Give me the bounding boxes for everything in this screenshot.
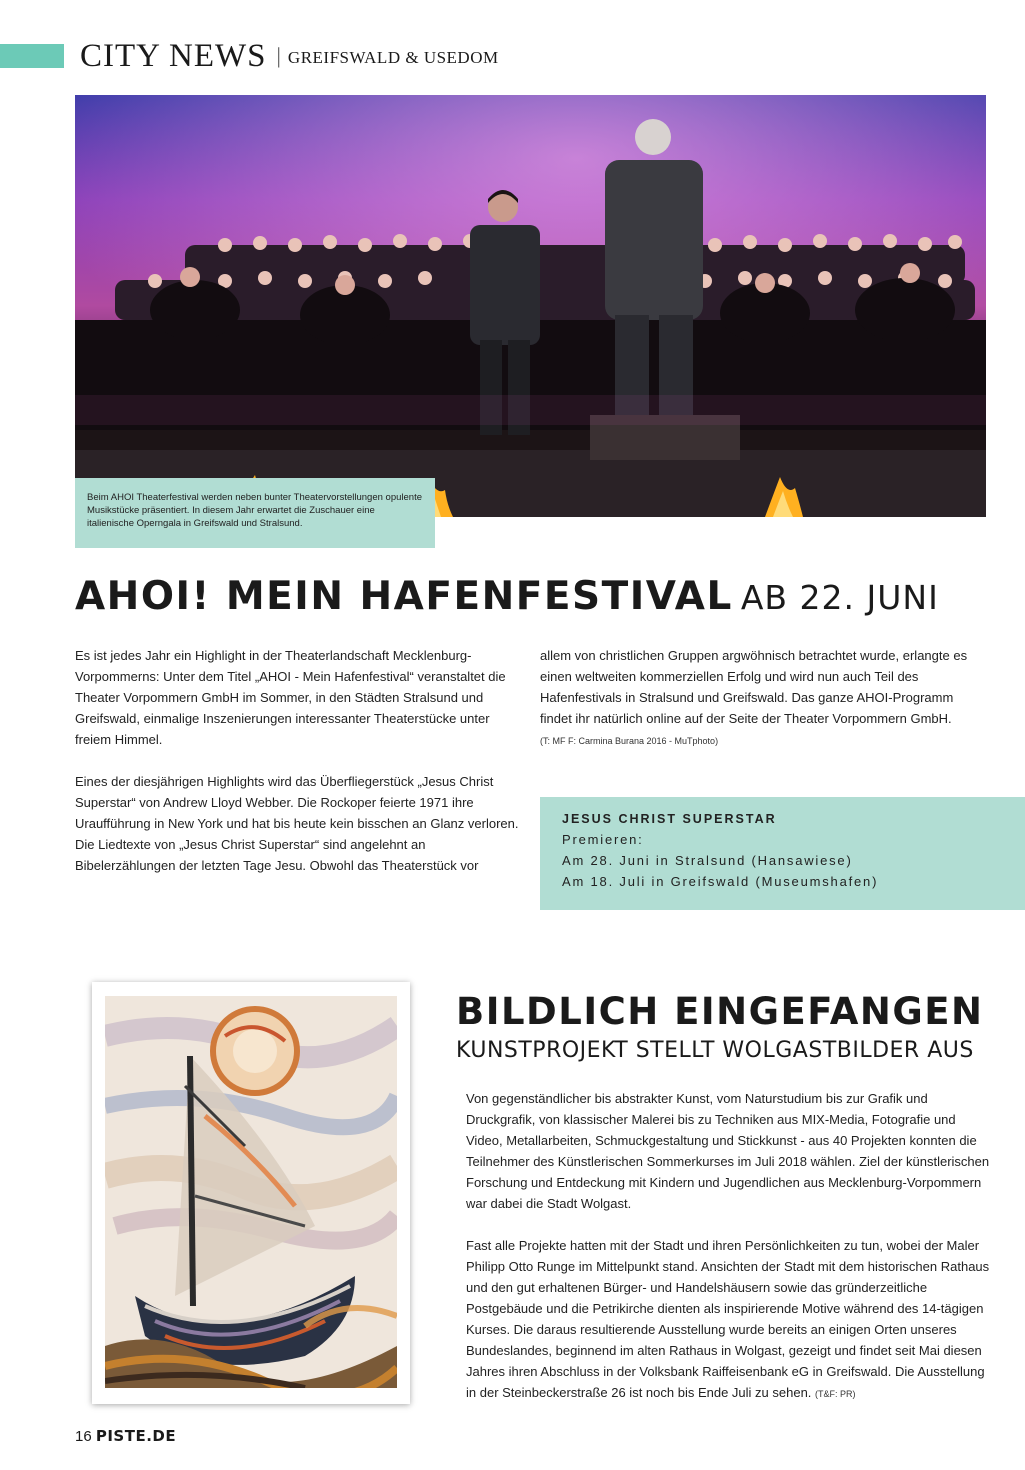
header-accent-bar	[0, 44, 64, 68]
headline-date: AB 22. JUNI	[740, 578, 939, 617]
paragraph: Eines der diesjährigen Highlights wird das Überfliegerstück „Jesus Christ Superstar“ von Andrew Lloyd Webber. Die Rockoper feierte 1971 ihre Uraufführung in New York und hat bis heute kein bisschen an Glanz verloren. Die Liedtexte von „Jesus Christ Superstar“ sind angelehnt an Bibelerzählungen der letzten Tage Jesu. Obwohl das Theaterstück vor	[75, 774, 519, 873]
article-column-1	[75, 645, 527, 876]
info-line: Premieren:	[562, 832, 644, 847]
section-title: CITY NEWS	[80, 38, 267, 74]
article-column-2	[540, 645, 980, 752]
paragraph: allem von christlichen Gruppen argwöhnisch betrachtet wurde, erlangte es einen weltweiten kommerziellen Erfolg und wird nun auch Teil des Hafenfestivals in Stralsund und Greifswald. Das ganze AHOI-Programm findet ihr natürlich online auf der Seite der Theater Vorpommern GmbH.	[540, 648, 968, 726]
paragraph	[466, 1235, 991, 1405]
paragraph-text: Fast alle Projekte hatten mit der Stadt und ihren Persönlichkeiten zu tun, wobei der Maler Philipp Otto Runge im Mittelpunkt stand. Ansichten der Stadt mit dem historischen Rathaus und den gut erhaltenen Bürger- und Handelshäusern sowie das gründerzeitliche Postgebäude und die Petrikirche dienten als inspirierende Motive während des 14-tägigen Kurses. Die daraus resultierende Ausstellung wurde bereits an einigen Orten unseres Bundeslandes, beginnend im alten Rathaus in Wolgast, gezeigt und findet seit Mai diesen Jahres ihren Abschluss in der Volksbank Raiffeisenbank eG in Greifswald. Die Ausstellung in der Steinbeckerstraße 26 ist noch bis Ende Juli zu sehen.	[466, 1238, 990, 1400]
article-headline	[75, 574, 939, 619]
page-footer	[75, 1427, 176, 1445]
page-number: 16	[75, 1428, 92, 1445]
article2-subheadline: KUNSTPROJEKT STELLT WOLGASTBILDER AUS	[456, 1038, 974, 1063]
event-info-box	[540, 797, 1025, 910]
paragraph: Von gegenständlicher bis abstrakter Kunst, vom Naturstudium bis zur Grafik und Druckgrafik, von klassischer Malerei bis zu Techniken aus MIX-Media, Fotografie und Video, Metallarbeiten, Schmuckgestaltung und Stickkunst - aus 40 Projekten konnten die Teilnehmer des Künstlerischen Sommerkurses im Juli 2018 wählen. Ziel der künstlerischen Forschung und Entdeckung mit Kindern und Jugendlichen aus Mecklenburg-Vorpommern war dabei die Stadt Wolgast.	[466, 1091, 990, 1211]
article-credit: (T&F: PR)	[815, 1389, 856, 1399]
article2-body	[466, 1088, 991, 1405]
info-line: Am 18. Juli in Greifswald (Museumshafen)	[562, 874, 879, 889]
brand-name: PISTE.DE	[95, 1427, 177, 1445]
headline-main: AHOI! MEIN HAFENFESTIVAL	[75, 574, 733, 619]
paragraph: Es ist jedes Jahr ein Highlight in der Theaterlandschaft Mecklenburg-Vorpommerns: Unter dem Titel „AHOI - Mein Hafenfestival“ veranstaltet die Theater Vorpommern GmbH im Sommer, in den Städten Stralsund und Greifswald, einmalige Inszenierungen interessanter Theaterstücke unter freiem Himmel.	[75, 648, 506, 747]
header-separator: |	[276, 43, 282, 68]
painting-image	[92, 982, 410, 1404]
article2-headline: BILDLICH EINGEFANGEN	[456, 990, 984, 1033]
photo-credit: (T: MF F: Carmina Burana 2016 - MuTphoto)	[540, 736, 719, 746]
section-subtitle: GREIFSWALD & USEDOM	[287, 48, 499, 67]
section-header	[80, 38, 499, 75]
photo-caption: Beim AHOI Theaterfestival werden neben bunter Theatervorstellungen opulente Musikstücke präsentiert. In diesem Jahr erwartet die Zuschauer eine italienische Operngala in Greifswald und Stralsund.	[75, 478, 435, 548]
concert-photo	[75, 95, 986, 517]
info-line: Am 28. Juni in Stralsund (Hansawiese)	[562, 853, 853, 868]
info-title: JESUS CHRIST SUPERSTAR	[562, 812, 777, 826]
